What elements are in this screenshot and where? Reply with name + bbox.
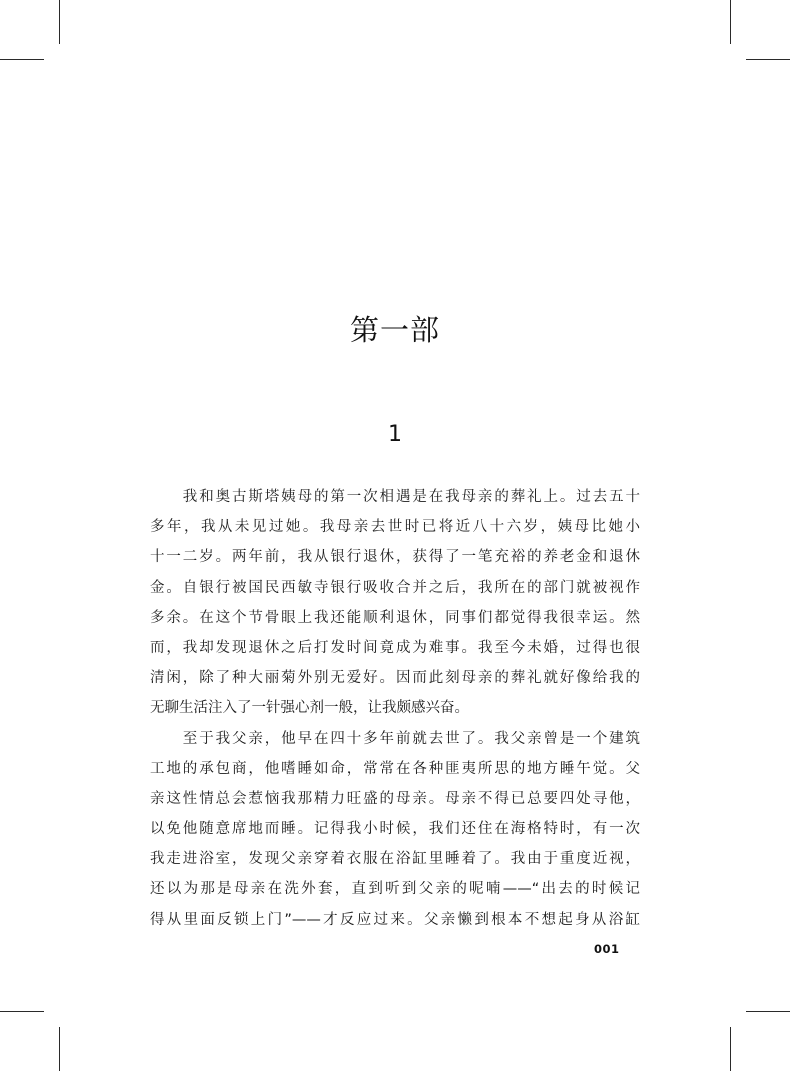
text-line: 多年，我从未见过她。我母亲去世时已将近八十六岁，姨母比她小 xyxy=(150,519,640,536)
text-line: 清闲，除了种大丽菊外别无爱好。因而此刻母亲的葬礼就好像给我的 xyxy=(150,670,640,687)
text-line: 亲这性情总会惹恼我那精力旺盛的母亲。母亲不得已总要四处寻他， xyxy=(150,790,640,807)
text-line: 多余。在这个节骨眼上我还能顺利退休，同事们都觉得我很幸运。然 xyxy=(150,609,640,626)
chapter-number: 1 xyxy=(388,422,402,447)
crop-mark-bottom-left-horizontal xyxy=(0,1011,44,1012)
crop-mark-bottom-left-vertical xyxy=(59,1027,60,1071)
crop-mark-bottom-right-vertical xyxy=(730,1027,731,1071)
paragraph-2 xyxy=(150,724,640,935)
crop-mark-bottom-right-horizontal xyxy=(746,1011,790,1012)
paragraph-1 xyxy=(150,482,640,724)
crop-mark-top-left-horizontal xyxy=(0,59,44,60)
part-title: 第一部 xyxy=(349,313,440,347)
text-line: 无聊生活注入了一针强心剂一般，让我颇感兴奋。 xyxy=(150,700,469,717)
text-line: 十一二岁。两年前，我从银行退休，获得了一笔充裕的养老金和退休 xyxy=(150,549,640,566)
text-line: 还以为那是母亲在洗外套，直到听到父亲的呢喃——“出去的时候记 xyxy=(150,881,640,898)
text-line: 金。自银行被国民西敏寺银行吸收合并之后，我所在的部门就被视作 xyxy=(150,579,640,596)
body-text xyxy=(150,482,640,935)
text-line: 工地的承包商，他嗜睡如命，常常在各种匪夷所思的地方睡午觉。父 xyxy=(150,760,640,777)
text-line: 得从里面反锁上门”——才反应过来。父亲懒到根本不想起身从浴缸 xyxy=(150,911,640,928)
text-line: 我走进浴室，发现父亲穿着衣服在浴缸里睡着了。我由于重度近视， xyxy=(150,851,640,868)
crop-mark-top-right-horizontal xyxy=(746,59,790,60)
crop-mark-top-right-vertical xyxy=(730,0,731,44)
text-line: 我和奥古斯塔姨母的第一次相遇是在我母亲的葬礼上。过去五十 xyxy=(150,489,640,505)
crop-mark-top-left-vertical xyxy=(59,0,60,44)
text-line: 以免他随意席地而睡。记得我小时候，我们还住在海格特时，有一次 xyxy=(150,821,640,838)
text-line: 而，我却发现退休之后打发时间竟成为难事。我至今未婚，过得也很 xyxy=(150,639,640,656)
text-line: 至于我父亲，他早在四十多年前就去世了。我父亲曾是一个建筑 xyxy=(150,730,640,747)
page-number: 001 xyxy=(594,942,620,956)
